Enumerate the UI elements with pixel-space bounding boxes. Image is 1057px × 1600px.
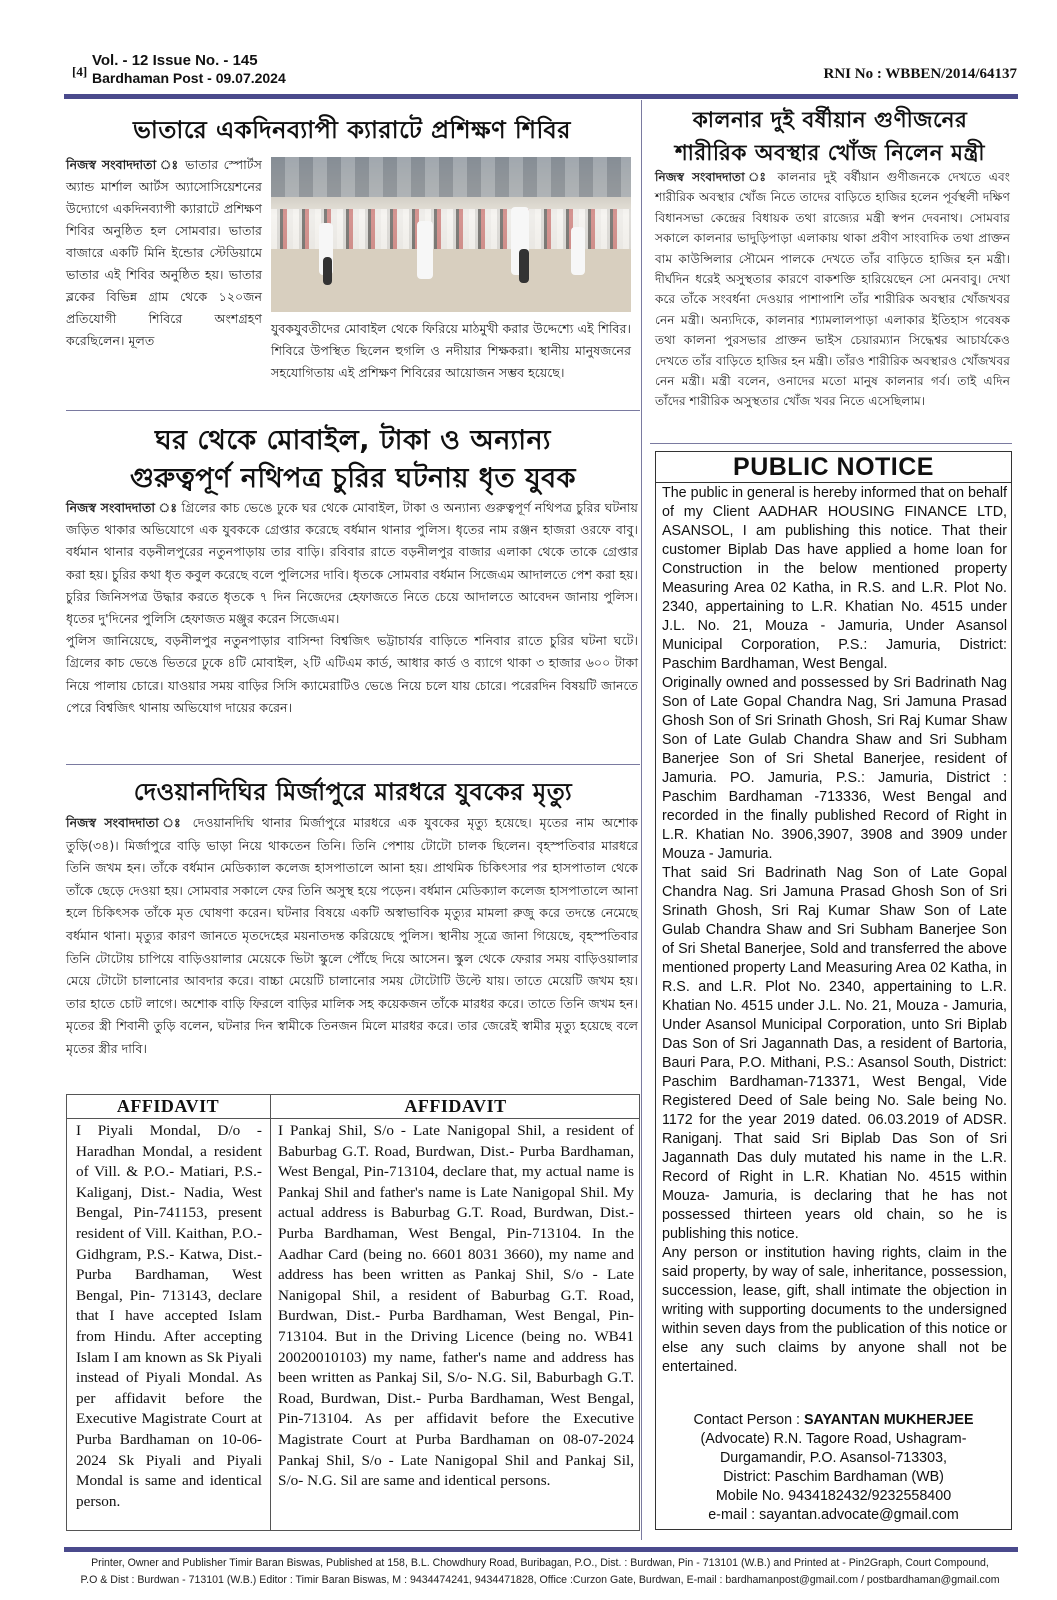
article2-headline-1: কালনার দুই বর্ষীয়ান গুণীজনের [692, 108, 968, 133]
public-notice-body [662, 484, 1007, 1377]
affidavit-title-rule [66, 1118, 640, 1119]
photo-figure [323, 257, 332, 285]
article1-body-right: যুবকযুবতীদের মোবাইল থেকে ফিরিয়ে মাঠমুখী করার উদ্দেশ্যে এই শিবির। শিবিরে উপস্থিত ছিলেন হুগলি ও নদীয়ার শিক্ষকরা। স্থানীয় মানুষজনের সহযোগিতায় এই প্রশিক্ষণ শিবিরের আয়োজন সম্ভব হয়েছে। [271, 321, 631, 380]
article2-body: নিজস্ব সংবাদদাতা ঃ কালনার দুই বর্ষীয়ান গুণীজনকে দেখতে এবং শারীরিক অবস্থার খোঁজ নিতে তাদের বাড়িতে হাজির হলেন পূর্বস্থলী দক্ষিণ বিধানসভা কেন্দ্রের বিধায়ক তথা রাজ্যের মন্ত্রী স্বপন দেবনাথ। সোমবার সকালে কালনার ভাদুড়িপাড়া এলাকায় থাকা প্রবীণ সাংবাদিক তথা প্রাক্তন বাম কাউন্সিলার সৌমেন পালকে দেখতে তাঁর বাড়িতে হাজির হন মন্ত্রী। দীর্ঘদিন ধরেই অসুস্থতার কারণে বাকশক্তি হারিয়েছেন সো মেনবাবু। দেখা করে তাঁকে সংবর্ধনা দেওয়ার পাশাপাশি তাঁর শারীরিক অবস্থার খোঁজখবর নেন মন্ত্রী। অন্যদিকে, কালনার শ্যামলালপাড়া এলাকার ইতিহাস গবেষক তথা কালনা পুরসভার প্রাক্তন ভাইস চেয়ারম্যান সিদ্ধেশ্বর আচার্যকেও দেখতে তাঁর বাড়িতে হাজির হন মন্ত্রী। তাঁরও শারীরিক অবস্থারও খোঁজখবর নেন মন্ত্রী। মন্ত্রী বলেন, ওনাদের মতো মানুষ কালনার গর্ব। তাই এদিন তাঁদের শারীরিক অসুস্থতার খোঁজ খবর নিতে এসেছিলাম। [655, 170, 1010, 409]
article4-body: নিজস্ব সংবাদদাতা ঃ দেওয়ানদিঘি থানার মির্জাপুরে মারধরে এক যুবকের মৃত্যু হয়েছে। মৃতের নাম অশোক তুড়ি(৩৪)। মির্জাপুরে বাড়ি ভাড়া নিয়ে থাকতেন তিনি। তিনি পেশায় টোটো চালক ছিলেন। বৃহস্পতিবার মারধরে তিনি জখম হন। তাঁকে বর্ধমান মেডিক্যাল কলেজ হাসপাতালে আনা হয়। প্রাথমিক চিকিৎসার পর হাসপাতাল থেকে তাঁকে ছেড়ে দেওয়া হয়। সোমবার সকালে ফের তিনি অসুস্থ হয়ে পড়েন। বর্ধমান মেডিক্যাল কলেজ হাসপাতালে আনা হলে চিকিৎসক তাঁকে মৃত ঘোষণা করেন। ঘটনার বিষয়ে একটি অস্বাভাবিক মৃত্যুর মামলা রুজু করে তদন্তে নেমেছে বর্ধমান থানা। মৃত্যুর কারণ জানতে মৃতদেহের ময়নাতদন্ত করিয়েছে পুলিস। স্থানীয় সূত্রে জানা গিয়েছে, বৃহস্পতিবার তিনি টোটোয় চাপিয়ে বাড়িওয়ালার মেয়েকে ভিটা স্কুলে পৌঁছে দিয়ে আসেন। স্কুল থেকে ফেরার সময় বাড়িওয়ালার মেয়ে টোটো চালানোর আবদার করে। বাচ্চা মেয়েটি চালানোর সময় টোটোটি উল্টে যায়। তাতে মেয়েটি জখম হয়। তার হাতে চোট লাগে। অশোক বাড়ি ফিরলে বাড়ির মালিক সহ কয়েকজন তাঁকে মারধর করে। তাতে তিনি জখম হন। মৃতের স্ত্রী শিবানী তুড়ি বলেন, ঘটনার দিন স্বামীকে তিনজন মিলে মারধর করে। তার জেরেই স্বামীর মৃত্যু হয়েছে বলে মৃতের স্ত্রীর দাবি। [66, 815, 638, 1056]
bottom-rule [64, 1547, 1018, 1552]
contact-label: Contact Person : [693, 1412, 801, 1428]
public-notice-contact [660, 1411, 1007, 1525]
section-rule [650, 443, 1012, 444]
contact-name: SAYANTAN MUKHERJEE [804, 1412, 974, 1428]
page-number: [4] [72, 64, 88, 79]
article3-headline-1: ঘর থেকে মোবাইল, টাকা ও অন্যান্য [155, 425, 551, 456]
article1-byline: নিজস্ব সংবাদদাতা ঃ [66, 157, 180, 172]
section-rule [66, 764, 640, 765]
affidavit-divider [270, 1094, 271, 1531]
photo-roof [271, 157, 631, 197]
public-notice-para1: The public in general is hereby informed that on behalf of my Client AADHAR HOUSING FINANCE LTD, ASANSOL, I am publishing this notice. That their customer Biplab Das have applied a home loan for Construction in the below mentioned property Measuring Area 02 Katha, in R.S. and L.R. Plot No. 2340, appertaining to L.R. Khatian No. 4515 under J.L. No. 21, Mouza - Jamuria, Under Asansol Municipal Corporation, P.S.: Jamuria, District: Paschim Bardhaman, West Bengal. [662, 485, 1007, 672]
top-rule [64, 94, 1018, 99]
contact-district: District: Paschim Bardhaman (WB) [723, 1469, 944, 1485]
article1-body-left: নিজস্ব সংবাদদাতা ঃ ভাতার স্পোর্টস অ্যান্ড মার্শাল আর্টস অ্যাসোসিয়েশনের উদ্যোগে একদিনব্যাপী ক্যারাটে প্রশিক্ষণ শিবির অনুষ্ঠিত হল সোমবার। ভাতার বাজারে একটি মিনি ইন্ডোর স্টেডিয়ামে ভাতার এই শিবির অনুষ্ঠিত হয়। ভাতার ব্লকের বিভিন্ন গ্রাম থেকে ১২০জন প্রতিযোগী শিবিরে অংশগ্রহণ করেছিলেন। মূলত [66, 157, 262, 348]
article3-byline: নিজস্ব সংবাদদাতা ঃ [66, 500, 178, 515]
photo-figure [519, 249, 529, 283]
contact-email: e-mail : sayantan.advocate@gmail.com [708, 1507, 959, 1523]
photo-figure [417, 221, 433, 279]
affidavit2-text: I Pankaj Shil, S/o - Late Nanigopal Shil, a resident of Baburbag G.T. Road, Burdwan, Dist.- Purba Bardhaman, West Bengal, Pin-713104, declare that, my actual name is Pankaj Shil and father's name is Late Nanigopal Shil. My actual address is Baburbag G.T. Road, Burdwan, Dist.- Purba Bardhaman, West Bengal, Pin-713104. In the Aadhar Card (being no. 6601 8031 3660), my name and address has been written as Pankaj Shil, S/o - Late Nanigopal Shil, a resident of Baburbag G.T. Road, Burdwan, Dist.- Purba Bardhaman, West Bengal, Pin-713104. But in the Driving Licence (being no. WB41 20020010103) my name, father's name and address has been written as Pankaj Sil, S/o- N.G. Sil, Baburbagh G.T. Road, Burdwan, Dist.- Purba Bardhaman, West Bengal, Pin-713104. As per affidavit before the Executive Magistrate Court at Purba Bardhaman on 08-07-2024 Pankaj Shil, S/o - Late Nanigopal Shil and Pankaj Sil, S/o- N.G. Sil are same and identical persons. [278, 1122, 634, 1490]
article2-byline: নিজস্ব সংবাদদাতা ঃ [655, 170, 770, 184]
rni-number: RNI No : WBBEN/2014/64137 [823, 66, 1017, 82]
public-notice-para4: Any person or institution having rights, claim in the said property, by way of sale, inheritance, possession, succession, lease, gift, shall intimate the objection in writing with supporting documents to the undersigned within seven days from the publication of this notice or else any such claims by anyone shall not be entertained. [662, 1245, 1007, 1375]
article2-headline-2: শারীরিক অবস্থার খোঁজ নিলেন মন্ত্রী [674, 141, 986, 166]
affidavit2-title: AFFIDAVIT [404, 1096, 507, 1116]
article4-byline: নিজস্ব সংবাদদাতা ঃ [66, 815, 185, 830]
imprint-line-1: Printer, Owner and Publisher Timir Baran Biswas, Published at 158, B.L. Chowdhury Road, Buribagan, P.O., Dist. : Burdwan, Pin - 713101 (W.B.) and Printed at - Pin2Graph, Court Compound, [91, 1557, 989, 1569]
paper-date: Bardhaman Post - 09.07.2024 [92, 70, 286, 86]
contact-mobile: Mobile No. 9434182432/9232558400 [715, 1488, 952, 1504]
article3-body: নিজস্ব সংবাদদাতা ঃ গ্রিলের কাচ ভেঙে ঢুকে ঘর থেকে মোবাইল, টাকা ও অন্যান্য গুরুত্বপূর্ণ নথিপত্র চুরির ঘটনায় জড়িত থাকার অভিযোগে এক যুবককে গ্রেপ্তার করেছে বর্ধমান থানার পুলিস। ধৃতের নাম রঞ্জন হাজরা ওরফে বাবু। বর্ধমান থানার বড়নীলপুরের নতুনপাড়ায় তার বাড়ি। রবিবার রাতে বড়নীলপুর বাজার এলাকা থেকে তাকে গ্রেপ্তার করা হয়। চুরির কথা ধৃত কবুল করেছে বলে পুলিসের দাবি। ধৃতকে সোমবার বর্ধমান সিজেএম আদালতে পেশ করা হয়। চুরির জিনিসপত্র উদ্ধার করতে ধৃতকে ৭ দিন নিজেদের হেফাজতে নিতে চেয়ে আদালতে আবেদন জানায় পুলিস। ধৃতের দু'দিনের পুলিসি হেফাজত মঞ্জুর করেন সিজেএম। পুলিস জানিয়েছে, বড়নীলপুর নতুনপাড়ার বাসিন্দা বিশ্বজিৎ ভট্টাচার্যর বাড়িতে শনিবার রাতে চুরির ঘটনা ঘটে। গ্রিলের কাচ ভেঙে ভিতরে ঢুকে ৪টি মোবাইল, ২টি এটিএম কার্ড, আধার কার্ড ও ব্যাগে থাকা ৩ হাজার ৬০০ টাকা নিয়ে পালায় চোরে। যাওয়ার সময় বাড়ির সিসি ক্যামেরাটিও ভেঙে নিয়ে চলে যায় চোরে। পরেরদিন বিষয়টি জানতে পেরে বিশ্বজিৎ থানায় অভিযোগ দায়ের করেন। [66, 500, 638, 715]
article3-headline-2: গুরুত্বপূর্ণ নথিপত্র চুরির ঘটনায় ধৃত যুবক [129, 463, 577, 494]
section-rule [66, 410, 640, 411]
contact-address-2: Durgamandir, P.O. Asansol-713303, [719, 1450, 948, 1466]
affidavit1-text: I Piyali Mondal, D/o - Haradhan Mondal, a resident of Vill. & P.O.- Matiari, P.S.- Kaliganj, Dist.- Nadia, West Bengal, Pin-741153, present resident of Vill. Kaithan, P.O.- Gidhgram, P.S.- Katwa, Dist.- Purba Bardhaman, West Bengal, Pin- 713143, declare that I have accepted Islam from Hindu. After accepting Islam I am known as Sk Piyali instead of Piyali Mondal. As per affidavit before the Executive Magistrate Court at Purba Bardhaman on 10-06-2024 Sk Piyali and Piyali Mondal is same and identical person. [76, 1122, 262, 1510]
column-divider [641, 100, 642, 1540]
affidavit1-title: AFFIDAVIT [116, 1096, 220, 1116]
public-notice-para2: Originally owned and possessed by Sri Badrinath Nag Son of Late Gopal Chandra Nag, Sri Jamuna Prasad Ghosh Son of Sri Srinath Ghosh, Sri Raj Kumar Shaw Son of Late Gulab Chandra Shaw and Sri Subham Banerjee Son of Sri Shetal Banerjee, resident of Jamuria. PO. Jamuria, P.S.: Jamuria, District : Paschim Bardhaman -713336, West Bengal and recorded in the finally published Record of Right in L.R. Khatian No. 3906,3907, 3908 and 3909 under Mouza - Jamuria. [662, 675, 1007, 862]
public-notice-title: PUBLIC NOTICE [733, 453, 934, 481]
article1-headline: ভাতারে একদিনব্যাপী ক্যারাটে প্রশিক্ষণ শিবির [133, 116, 571, 144]
volume-issue: Vol. - 12 Issue No. - 145 [92, 52, 258, 69]
article4-headline: দেওয়ানদিঘির মির্জাপুরে মারধরে যুবকের মৃত্যু [133, 778, 573, 806]
imprint-line-2: P.O & Dist : Burdwan - 713101 (W.B.) Editor : Timir Baran Biswas, M : 9434474241, 9434471828, Office :Curzon Gate, Burdwan, E-mail : bardhamanpost@gmail.com / postbardhaman@gmail.com [80, 1574, 1000, 1586]
photo-figure [571, 227, 585, 275]
karate-camp-photo [271, 157, 631, 312]
contact-address-1: (Advocate) R.N. Tagore Road, Ushagram- [700, 1431, 967, 1447]
public-notice-title-rule [655, 482, 1012, 483]
public-notice-para3: That said Sri Badrinath Nag Son of Late Gopal Chandra Nag. Sri Jamuna Prasad Ghosh Son of Sri Srinath Ghosh, Sri Raj Kumar Shaw Son of Late Gulab Chandra Shaw and Sri Subham Banerjee Son of Sri Shetal Banerjee, Sold and transferred the above mentioned property Land Measuring Area 02 Katha, in R.S. and L.R. Plot No. 2340, appertaining to L.R. Khatian No. 4515 under J.L. No. 21, Mouza - Jamuria, Under Asansol Municipal Corporation, unto Sri Biplab Das Son of Sri Jagannath Das, a resident of Bartoria, Bauri Para, P.O. Mithani, P.S.: Asansol South, District: Paschim Bardhaman-713371, West Bengal, Vide Registered Deed of Sale being No. Sale being No. 1172 for the year 2019 dated. 06.03.2019 of ADSR. Raniganj. That said Sri Biplab Das Son of Sri Jagannath Das duly mutated his name in the L.R. Record of Right in L.R. Khatian No. 4515 within Mouza- Jamuria, is declaring that he has not possessed thirteen years old chain, so he is publishing this notice. [662, 865, 1007, 1242]
